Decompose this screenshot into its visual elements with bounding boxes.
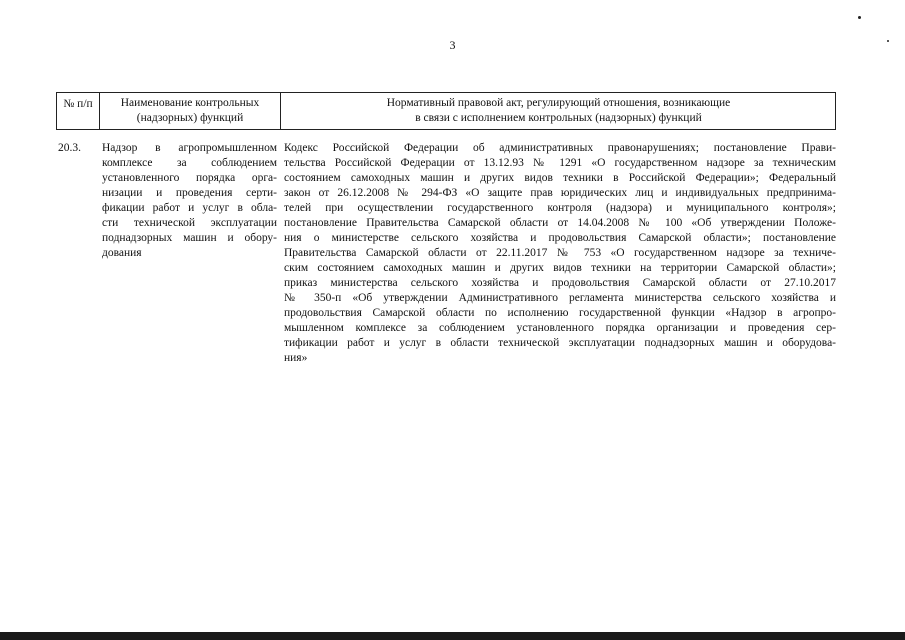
header-act-line: в связи с исполнением контрольных (надзорных) функций	[415, 112, 702, 124]
function-name-line: установленного порядка орга-	[102, 172, 277, 184]
legal-act-line: тельства Российской Федерации от 13.12.93 № 1291 «О государственном надзоре за техническим	[284, 157, 836, 169]
function-name-line: Надзор в агропромышленном	[102, 142, 277, 154]
legal-act-line: № 350-п «Об утверждении Административного регламента министерства сельского хозяйства и	[284, 292, 836, 304]
function-name-line: поднадзорных машин и обору-	[102, 232, 277, 244]
legal-act-line: ния»	[284, 352, 308, 364]
header-number-column	[57, 97, 99, 112]
function-name-line: комплексе за соблюдением	[102, 157, 277, 169]
legal-act-line: Правительства Самарской области от 22.11.2017 № 753 «О государственном надзоре за техниче-	[284, 247, 836, 259]
legal-act-line: Кодекс Российской Федерации об административных правонарушениях; постановление Прави-	[284, 142, 836, 154]
function-name-line: дования	[102, 247, 142, 259]
legal-act-line: ским состоянием самоходных машин и других видов техники на территории Самарской области»;	[284, 262, 836, 274]
function-name-line: фикации работ и услуг в обла-	[102, 202, 277, 214]
page-number: 3	[449, 38, 456, 52]
scan-speck	[887, 40, 889, 42]
legal-act-cell	[284, 141, 836, 366]
legal-act-line: приказ министерства сельского хозяйства и продовольствия Самарской области от 27.10.2017	[284, 277, 836, 289]
header-function-line: (надзорных) функций	[136, 112, 244, 124]
function-name-cell	[102, 141, 277, 261]
legal-act-line: мышленном комплексе за соблюдением установленного порядка организации и проведения сер-	[284, 322, 836, 334]
function-name-line: сти технической эксплуатации	[102, 217, 277, 229]
header-act-line: Нормативный правовой акт, регулирующий отношения, возникающие	[386, 97, 731, 109]
legal-act-line: закон от 26.12.2008 № 294-ФЗ «О защите прав юридических лиц и индивидуальных предпринима-	[284, 187, 836, 199]
header-function-line: Наименование контрольных	[120, 97, 260, 109]
function-name-line: низации и проведения серти-	[102, 187, 277, 199]
row-number: 20.3.	[58, 142, 81, 154]
legal-act-line: тификации работ и услуг в области технической эксплуатации поднадзорных машин и оборудова-	[284, 337, 836, 349]
legal-act-line: состоянием самоходных машин и других видов техники в Российской Федерации»; Федеральный	[284, 172, 836, 184]
legal-act-line: ния о министерстве сельского хозяйства и продовольствия Самарской области»; постановление	[284, 232, 836, 244]
legal-act-line: постановление Правительства Самарской области от 14.04.2008 № 100 «Об утверждении Положе-	[284, 217, 836, 229]
table-header	[56, 92, 836, 130]
legal-act-line: продовольствия Самарской области по исполнению государственной функции «Надзор в агропро-	[284, 307, 836, 319]
legal-act-line: телей при осуществлении государственного контроля (надзора) и муниципального контроля»;	[284, 202, 836, 214]
header-act-column	[281, 96, 836, 126]
scan-bottom-edge	[0, 632, 905, 640]
header-number-label: № п/п	[63, 98, 93, 110]
header-function-column	[100, 96, 280, 126]
scan-speck	[858, 16, 861, 19]
